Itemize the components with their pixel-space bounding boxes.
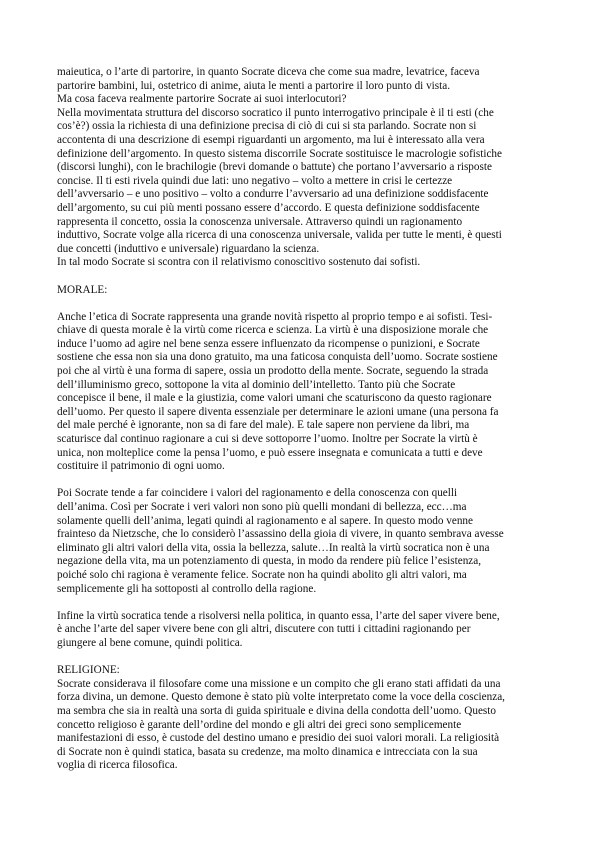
text-line: Poi Socrate tende a far coincidere i valori del ragionamento e della conoscenza con quelli <box>57 487 458 500</box>
paragraph-gap <box>57 596 552 610</box>
text-line: Infine la virtù socratica tende a risolversi nella politica, in quanto essa, l’arte del saper vivere bene, <box>57 609 500 622</box>
paragraph-gap <box>57 651 552 665</box>
text-line: concise. Il ti esti rivela quindi due lati: uno negativo – volto a mettere in crisi le certezze <box>57 174 453 187</box>
text-line: unica, non molteplice come la pensa l’uomo, e può essere insegnata e comunicata a tutti e deve <box>57 446 483 459</box>
text-line: Anche l’etica di Socrate rappresenta una grande novità rispetto al proprio tempo e ai sofisti. Tesi- <box>57 310 493 323</box>
paragraph-gap <box>57 474 552 488</box>
paragraph-gap <box>57 297 552 311</box>
text-line: voglia di ricerca filosofica. <box>57 759 178 772</box>
text-line: definizione dell’argomento. In questo sistema discorrile Socrate sostituisce le macrologie sofistiche <box>57 147 502 160</box>
text-line: dell’anima. Così per Socrate i veri valori non sono più quelli mondani di bellezza, ecc…ma <box>57 501 467 513</box>
text-line: manifestazioni di esso, è custode del destino umano e presidio dei suoi valori morali. La religiosità <box>57 732 500 745</box>
text-line: rappresenta il concetto, ossia la conoscenza universale. Attraverso quindi un ragionamento <box>57 215 463 228</box>
text-line: dell’argomento, su cui più menti possano essere d’accordo. E questa definizione soddisfacente <box>57 201 480 214</box>
text-line: poiché solo chi ragiona è veramente felice. Socrate non ha quindi abolito gli altri valori, ma <box>57 568 467 581</box>
text-line: cos’è?) ossia la richiesta di una definizione precisa di ciò di cui si sta parlando. Socrate non si <box>57 120 477 133</box>
text-line: negazione della vita, ma un potenziamento di questa, in modo da rendere più felice l’esistenza, <box>57 555 482 568</box>
morale-paragraph-3 <box>57 610 552 651</box>
section-heading: RELIGIONE: <box>57 664 120 677</box>
text-line: eliminato gli altri valori della vita, ossia la bellezza, salute…In realtà la virtù socratica non è una <box>57 541 490 554</box>
text-line: dell’illuminismo greco, sottopone la vita al dominio dell’intelletto. Tanto più che Socrate <box>57 378 456 391</box>
text-line: accontenta di una descrizione di esempi riguardanti un argomento, ma lui è interessato alla vera <box>57 133 485 146</box>
intro-paragraph <box>57 66 552 270</box>
text-line: sostiene che essa non sia una dono gratuito, ma una faticosa conquista dell’uomo. Socrate sostiene <box>57 351 498 364</box>
text-line: concepisce il bene, il male e la giustizia, come valori umani che scaturiscono da questo ragionare <box>57 392 492 405</box>
text-line: induttivo, Socrate volge alla ricerca di una conoscenza universale, valida per tutte le menti, è questi <box>57 229 502 242</box>
section-heading: MORALE: <box>57 283 108 296</box>
text-line: frainteso da Nietzsche, che lo considerò l’assassino della gioia di vivere, in quanto sembrava avesse <box>57 528 504 541</box>
text-line: concetto religioso è garante dell’ordine del mondo e gli altri dei greci sono semplicemente <box>57 718 462 731</box>
text-line: dell’avversario – e uno positivo – volto a condurre l’avversario ad una definizione soddisfacente <box>57 188 489 201</box>
text-line: solamente quelli dell’anima, legati quindi al ragionamento e al sapere. In questo modo venne <box>57 514 473 527</box>
section-heading-morale <box>57 284 552 298</box>
text-line: Nella movimentata struttura del discorso socratico il punto interrogativo principale è il ti esti (che <box>57 106 494 119</box>
text-line: partorire bambini, lui, ostetrico di anime, aiuta le menti a partorire il loro punto di vista. <box>57 79 451 92</box>
text-line: chiave di questa morale è la virtù come ricerca e scienza. La virtù è una disposizione morale che <box>57 324 489 337</box>
text-line: semplicemente gli ha sottoposti al controllo della ragione. <box>57 582 317 595</box>
text-line: ma sembra che sia in realtà una sorta di guida spirituale e divina della condotta dell’uomo. Questo <box>57 704 496 717</box>
document-page <box>57 66 552 773</box>
morale-paragraph-1 <box>57 311 552 474</box>
text-line: Socrate considerava il filosofare come una missione e un compito che gli erano stati affidati da una <box>57 677 501 690</box>
text-line: giungere al bene comune, quindi politica. <box>57 636 243 649</box>
text-line: costituire il patrimonio di ogni uomo. <box>57 460 225 473</box>
text-line: scaturisce dal continuo ragionare a cui si deve sottoporre l’uomo. Inoltre per Socrate la virtù è <box>57 433 478 446</box>
text-line: è anche l’arte del saper vivere bene con gli altri, discutere con tutti i cittadini ragionando per <box>57 623 471 636</box>
text-line: forza divina, un demone. Questo demone è stato più volte interpretato come la voce della coscienza, <box>57 691 505 704</box>
text-line: due concetti (induttivo e universale) riguardano la scienza. <box>57 242 320 255</box>
morale-paragraph-2 <box>57 487 552 596</box>
text-line: (discorsi lunghi), con le brachilogie (brevi domande o battute) che portano l’avversario a risposte <box>57 161 492 174</box>
paragraph-gap <box>57 270 552 284</box>
religione-paragraph <box>57 664 552 773</box>
text-line: In tal modo Socrate si scontra con il relativismo conoscitivo sostenuto dai sofisti. <box>57 256 421 269</box>
text-line: maieutica, o l’arte di partorire, in quanto Socrate diceva che come sua madre, levatrice, faceva <box>57 66 480 78</box>
text-line: poi che al virtù è una forma di sapere, ossia un prodotto della mente. Socrate, seguendo la strada <box>57 365 489 378</box>
text-line: del male perché è ignorante, non sa di fare del male). E tale sapere non perviene da libri, ma <box>57 419 470 432</box>
text-line: di Socrate non è quindi statica, basata su credenze, ma molto dinamica e intrecciata con la sua <box>57 745 478 758</box>
text-line: induce l’uomo ad agire nel bene senza essere influenzato da ricompense o punizioni, e Socrate <box>57 337 480 350</box>
text-line: dell’uomo. Per questo il sapere diventa essenziale per determinare le azioni umane (una persona fa <box>57 405 499 418</box>
text-line: Ma cosa faceva realmente partorire Socrate ai suoi interlocutori? <box>57 93 347 106</box>
